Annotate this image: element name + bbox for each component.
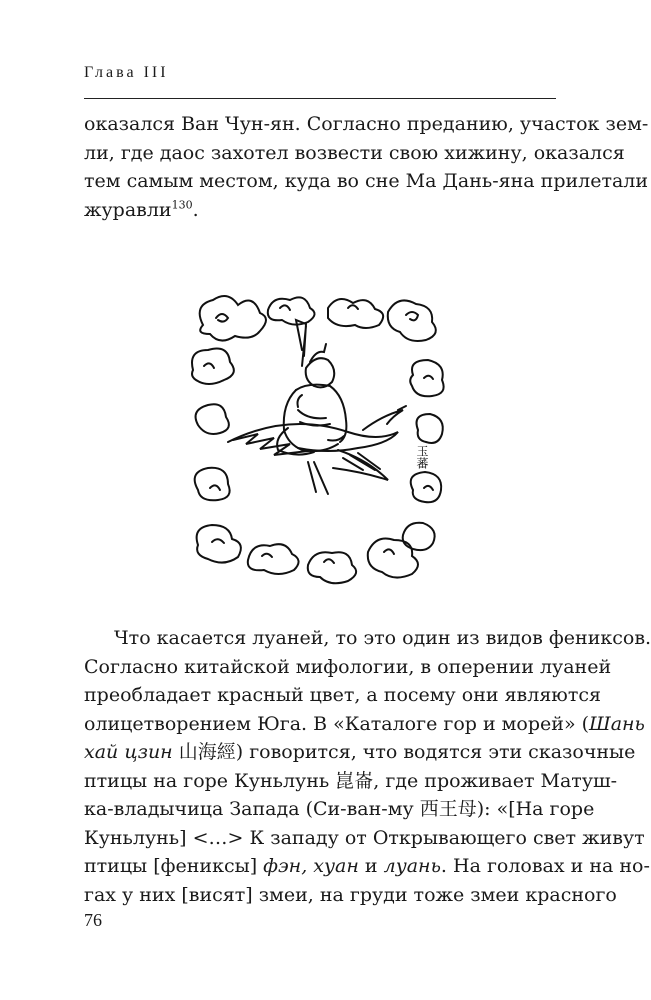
crane-rider-illustration (188, 290, 446, 590)
chapter-header: Глава III (84, 64, 169, 81)
text-line: тем самым местом, куда во сне Ма Дань-яна прилетали (84, 170, 649, 192)
text-line: Что касается луаней, то это один из видов фениксов. (114, 627, 651, 649)
illustration-seal: 玉蕃 (415, 445, 429, 469)
page-number: 76 (84, 910, 102, 930)
text-line: преобладает красный цвет, а посему они являются (84, 684, 601, 706)
cloud-icon (192, 296, 444, 583)
immortal-rider-icon (277, 320, 346, 455)
text-line: оказался Ван Чун-ян. Согласно преданию, участок зем- (84, 113, 649, 135)
text-line: Куньлунь] <…> К западу от Открывающего свет живут (84, 826, 645, 849)
paragraph-2 (84, 624, 651, 909)
text-line: Согласно китайской мифологии, в оперении луаней (84, 655, 612, 678)
text-line: журавли$^{130}$. (84, 198, 199, 221)
text-line: гах у них [висят] змеи, на груди тоже змеи красного (84, 883, 617, 906)
text-line: хай цзин 山海經) говорится, что водятся эти сказочные (84, 741, 636, 763)
text-line: птицы на горе Куньлунь 崑崙, где проживает Матуш- (84, 769, 618, 792)
header-rule (84, 98, 556, 99)
text-line: ка-владычица Запада (Си-ван-му 西王母): «[На горе (84, 798, 595, 820)
paragraph-1 (84, 110, 649, 224)
text-line: олицетворением Юга. В «Каталоге гор и морей» (Шань (84, 712, 645, 735)
text-line: птицы [фениксы] фэн, хуан и луань. На головах и на но- (84, 855, 650, 877)
footnote-ref[interactable]: 130 (171, 198, 193, 212)
text-line: ли, где даос захотел возвести свою хижину, оказался (84, 141, 625, 164)
